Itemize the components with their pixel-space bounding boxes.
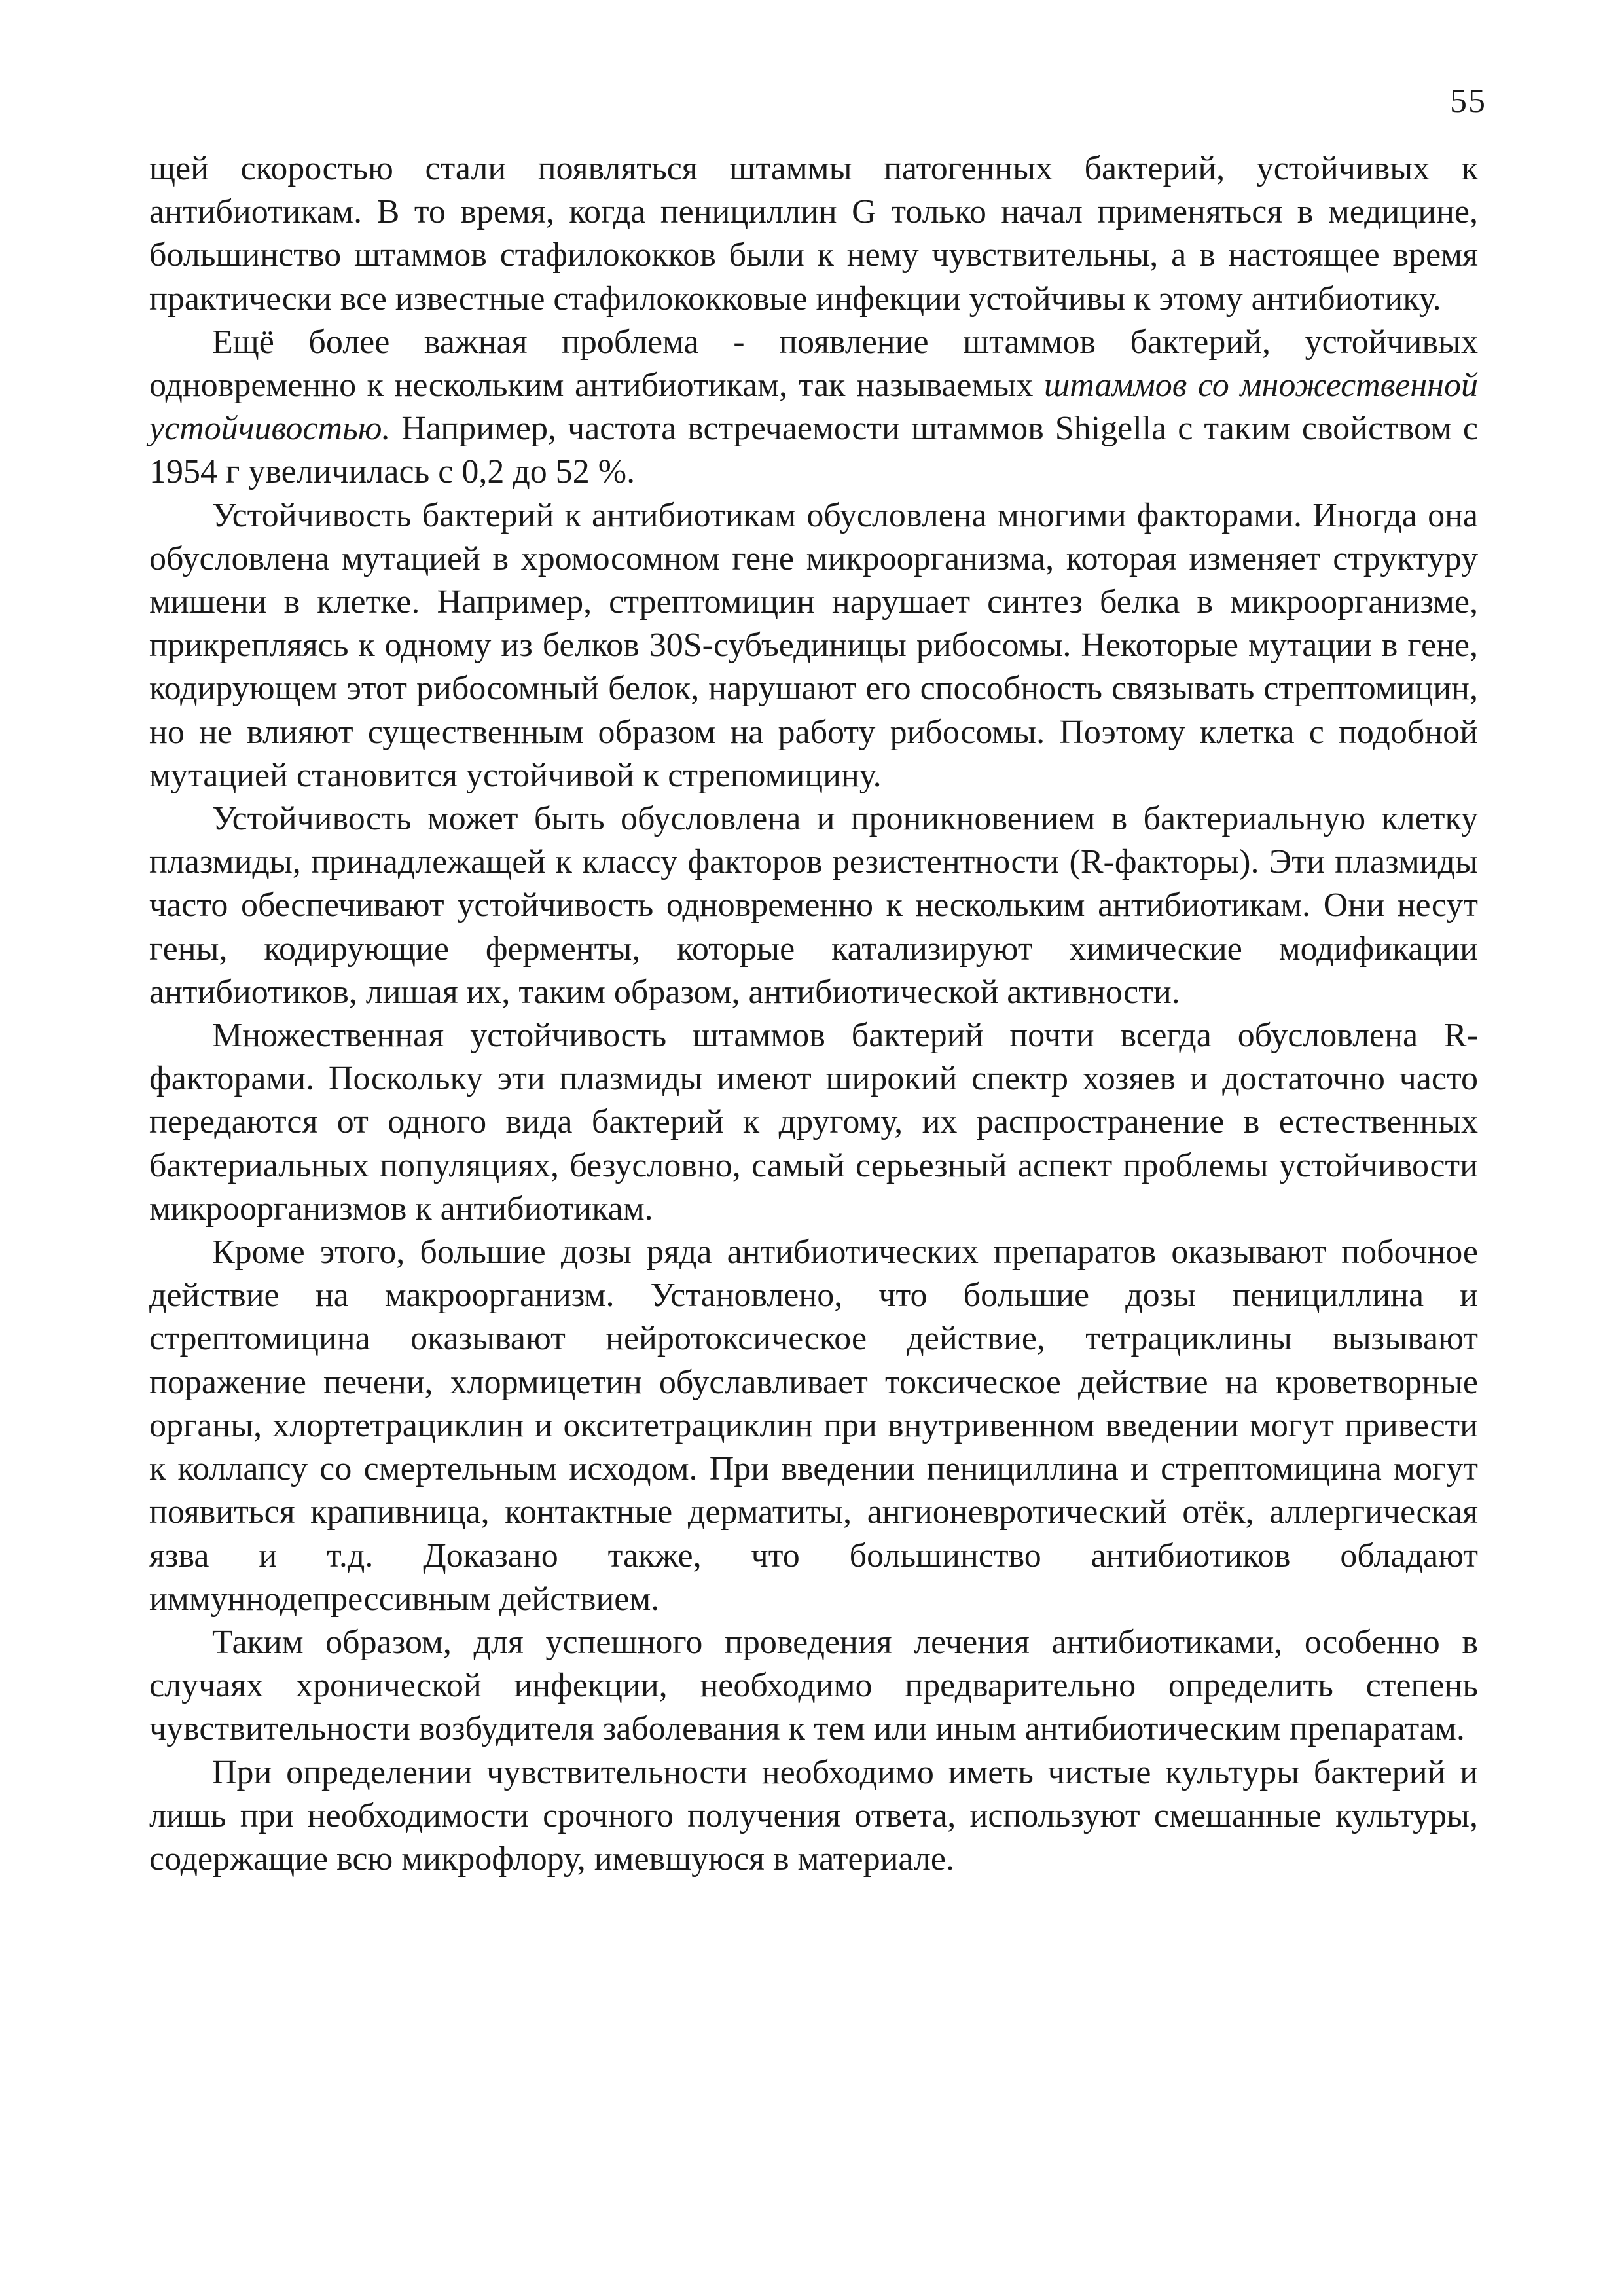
paragraph-1-text: щей скоростью стали появляться штаммы патогенных бактерий, устойчивых к антибиотикам. В то время, когда пенициллин G только начал применяться в медицине, большинство штаммов стафилококков были к нему чувствительны, а в настоящее время практически все известные стафилококковые инфекции устойчивы к этому антибиотику. bbox=[149, 150, 1478, 318]
paragraph-5-text: Множественная устойчивость штаммов бактерий почти всегда обусловлена R-факторами. Поскольку эти плазмиды имеют широкий спектр хозяев и достаточно часто передаются от одного вида бактерий к другому, их распространение в естественных бактериальных популяциях, безусловно, самый серьезный аспект проблемы устойчивости микроорганизмов к антибиотикам. bbox=[149, 1017, 1478, 1228]
paragraph-7-text: Таким образом, для успешного проведения лечения антибиотиками, особенно в случаях хронической инфекции, необходимо предварительно определить степень чувствительности возбудителя заболевания к тем или иным антибиотическим препаратам. bbox=[149, 1623, 1478, 1748]
paragraph-2-text: Ещё более важная проблема - появление штаммов бактерий, устойчивых одновременно к нескольким антибиотикам, так называемых bbox=[149, 323, 1478, 405]
body-text bbox=[149, 147, 1478, 1881]
paragraph-3 bbox=[149, 494, 1478, 797]
paragraph-8-text: При определении чувствительности необходимо иметь чистые культуры бактерий и лишь при необходимости срочного получения ответа, используют смешанные культуры, содержащие всю микрофлору, имевшуюся в материале. bbox=[149, 1753, 1478, 1878]
page-number: 55 bbox=[1450, 82, 1487, 120]
paragraph-5 bbox=[149, 1014, 1478, 1231]
paragraph-2 bbox=[149, 321, 1478, 494]
paragraph-2-emphasis: штаммов со множественной устойчивостью. bbox=[149, 367, 1478, 448]
paragraph-4-text: Устойчивость может быть обусловлена и проникновением в бактериальную клетку плазмиды, принадлежащей к классу факторов резистентности (R-факторы). Эти плазмиды часто обеспечивают устойчивость одновременно к нескольким антибиотикам. Они несут гены, кодирующие ферменты, которые катализируют химические модификации антибиотиков, лишая их, таким образом, антибиотической активности. bbox=[149, 800, 1478, 1011]
paragraph-4 bbox=[149, 797, 1478, 1014]
paragraph-6 bbox=[149, 1231, 1478, 1621]
paragraph-8 bbox=[149, 1751, 1478, 1882]
paragraph-1 bbox=[149, 147, 1478, 321]
paragraph-7 bbox=[149, 1621, 1478, 1751]
paragraph-3-text: Устойчивость бактерий к антибиотикам обусловлена многими факторами. Иногда она обусловлена мутацией в хромосомном гене микроорганизма, которая изменяет структуру мишени в клетке. Например, стрептомицин нарушает синтез белка в микроорганизме, прикрепляясь к одному из белков 30S-субъединицы рибосомы. Некоторые мутации в гене, кодирующем этот рибосомный белок, нарушают его способность связывать стрептомицин, но не влияют существенным образом на работу рибосомы. Поэтому клетка с подобной мутацией становится устойчивой к стрепомицину. bbox=[149, 496, 1478, 794]
paragraph-6-text: Кроме этого, большие дозы ряда антибиотических препаратов оказывают побочное действие на макроорганизм. Установлено, что большие дозы пенициллина и стрептомицина оказывают нейротоксическое действие, тетрациклины вызывают поражение печени, хлормицетин обуславливает токсическое действие на кроветворные органы, хлортетрациклин и окситетрациклин при внутривенном введении могут привести к коллапсу со смертельным исходом. При введении пенициллина и стрептомицина могут появиться крапивница, контактные дерматиты, ангионевротический отёк, аллергическая язва и т.д. Доказано также, что большинство антибиотиков обладают иммуннодепрессивным действием. bbox=[149, 1233, 1478, 1618]
paragraph-2-text-end: Например, частота встречаемости штаммов Shigella с таким свойством с 1954 г увеличилась с 0,2 до 52 %. bbox=[149, 410, 1478, 491]
